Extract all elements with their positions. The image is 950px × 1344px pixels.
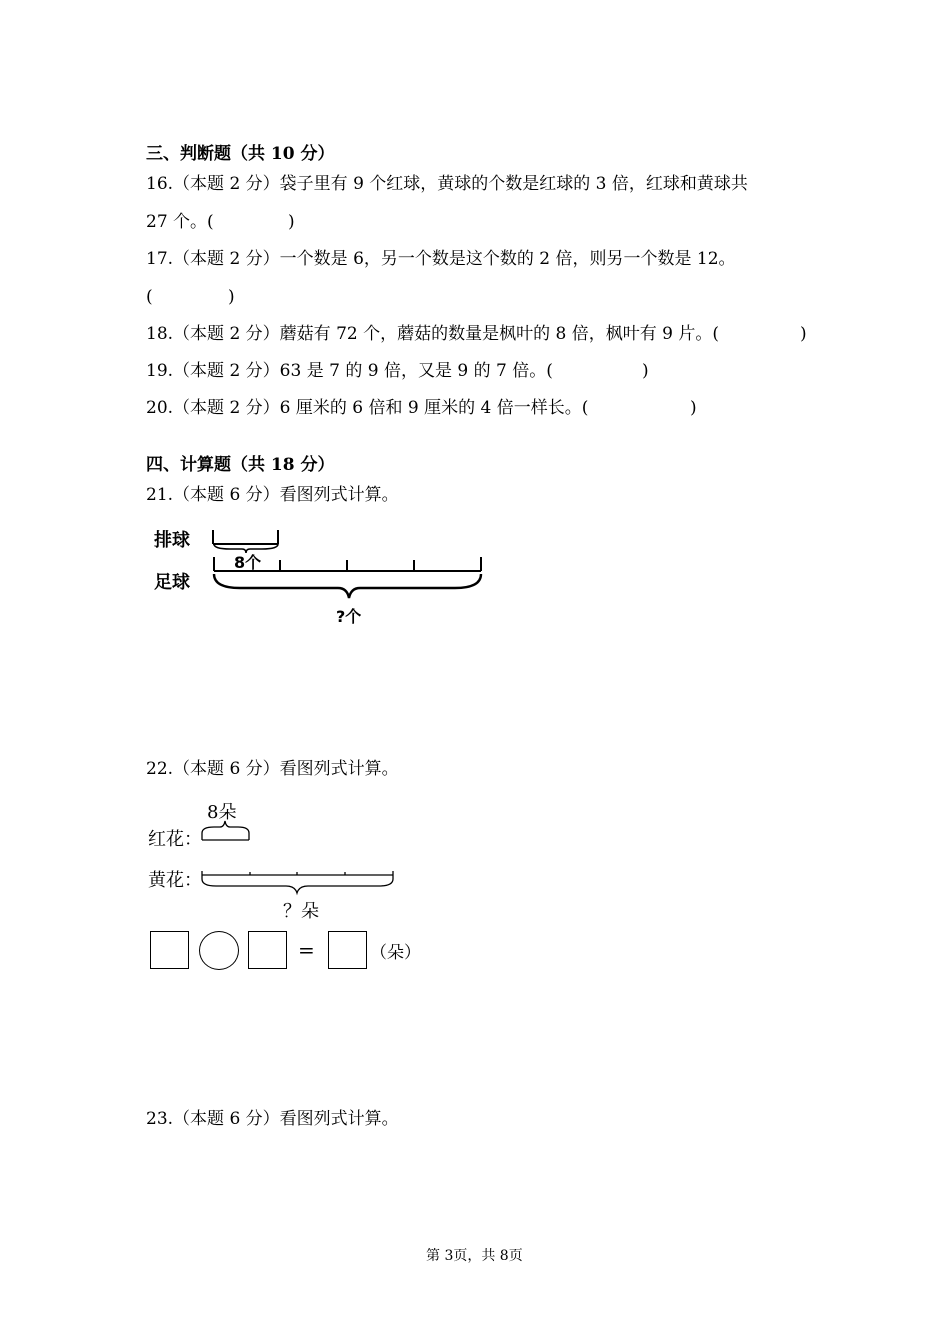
question-22-diagram: [146, 795, 446, 975]
red-flower-value-label: 8朵: [207, 802, 237, 823]
question-22-text: 22.（本题 6 分）看图列式计算。: [146, 759, 399, 779]
question-20-text: 20.（本题 2 分）6 厘米的 6 倍和 9 厘米的 4 倍一样长。(: [146, 398, 589, 418]
question-21-diagram: [150, 520, 490, 630]
question-23-text: 23.（本题 6 分）看图列式计算。: [146, 1109, 399, 1129]
question-21-lines: [150, 520, 490, 630]
answer-box-result[interactable]: [328, 931, 367, 969]
question-16-line-2: 27 个。(: [146, 212, 214, 232]
question-16-line-1: 16.（本题 2 分）袋子里有 9 个红球，黄球的个数是红球的 3 倍，红球和黄球共: [146, 174, 748, 194]
question-17-answer-open: (: [146, 287, 153, 307]
answer-box-1[interactable]: [150, 931, 189, 969]
volleyball-label: 排球: [154, 530, 190, 551]
red-flower-label: 红花：: [148, 829, 202, 850]
volleyball-value-label: 8个: [234, 553, 262, 572]
question-16-answer-close: ): [288, 212, 295, 232]
question-17-line-1: 17.（本题 2 分）一个数是 6，另一个数是这个数的 2 倍，则另一个数是 12。: [146, 249, 736, 269]
section-3-heading: 三、判断题（共 10 分）: [146, 144, 335, 164]
question-19-answer-close: ): [642, 361, 649, 381]
equals-sign: =: [298, 938, 315, 962]
answer-box-2[interactable]: [248, 931, 287, 969]
question-17-answer-close: ): [228, 287, 235, 307]
question-21-text: 21.（本题 6 分）看图列式计算。: [146, 485, 399, 505]
question-18-text: 18.（本题 2 分）蘑菇有 72 个，蘑菇的数量是枫叶的 8 倍，枫叶有 9 片。(: [146, 324, 719, 344]
question-18-answer-close: ): [800, 324, 807, 344]
yellow-flower-label: 黄花：: [148, 870, 202, 891]
yellow-flower-total-label: ？朵: [283, 901, 319, 922]
section-4-heading: 四、计算题（共 18 分）: [146, 455, 335, 475]
football-total-label: ?个: [336, 607, 362, 626]
question-19-text: 19.（本题 2 分）63 是 7 的 9 倍，又是 9 的 7 倍。(: [146, 361, 553, 381]
operator-circle[interactable]: [199, 931, 239, 970]
unit-label: （朵）: [370, 943, 421, 963]
football-label: 足球: [154, 572, 190, 593]
question-20-answer-close: ): [690, 398, 697, 418]
page-number: 第 3页，共 8页: [426, 1248, 523, 1264]
